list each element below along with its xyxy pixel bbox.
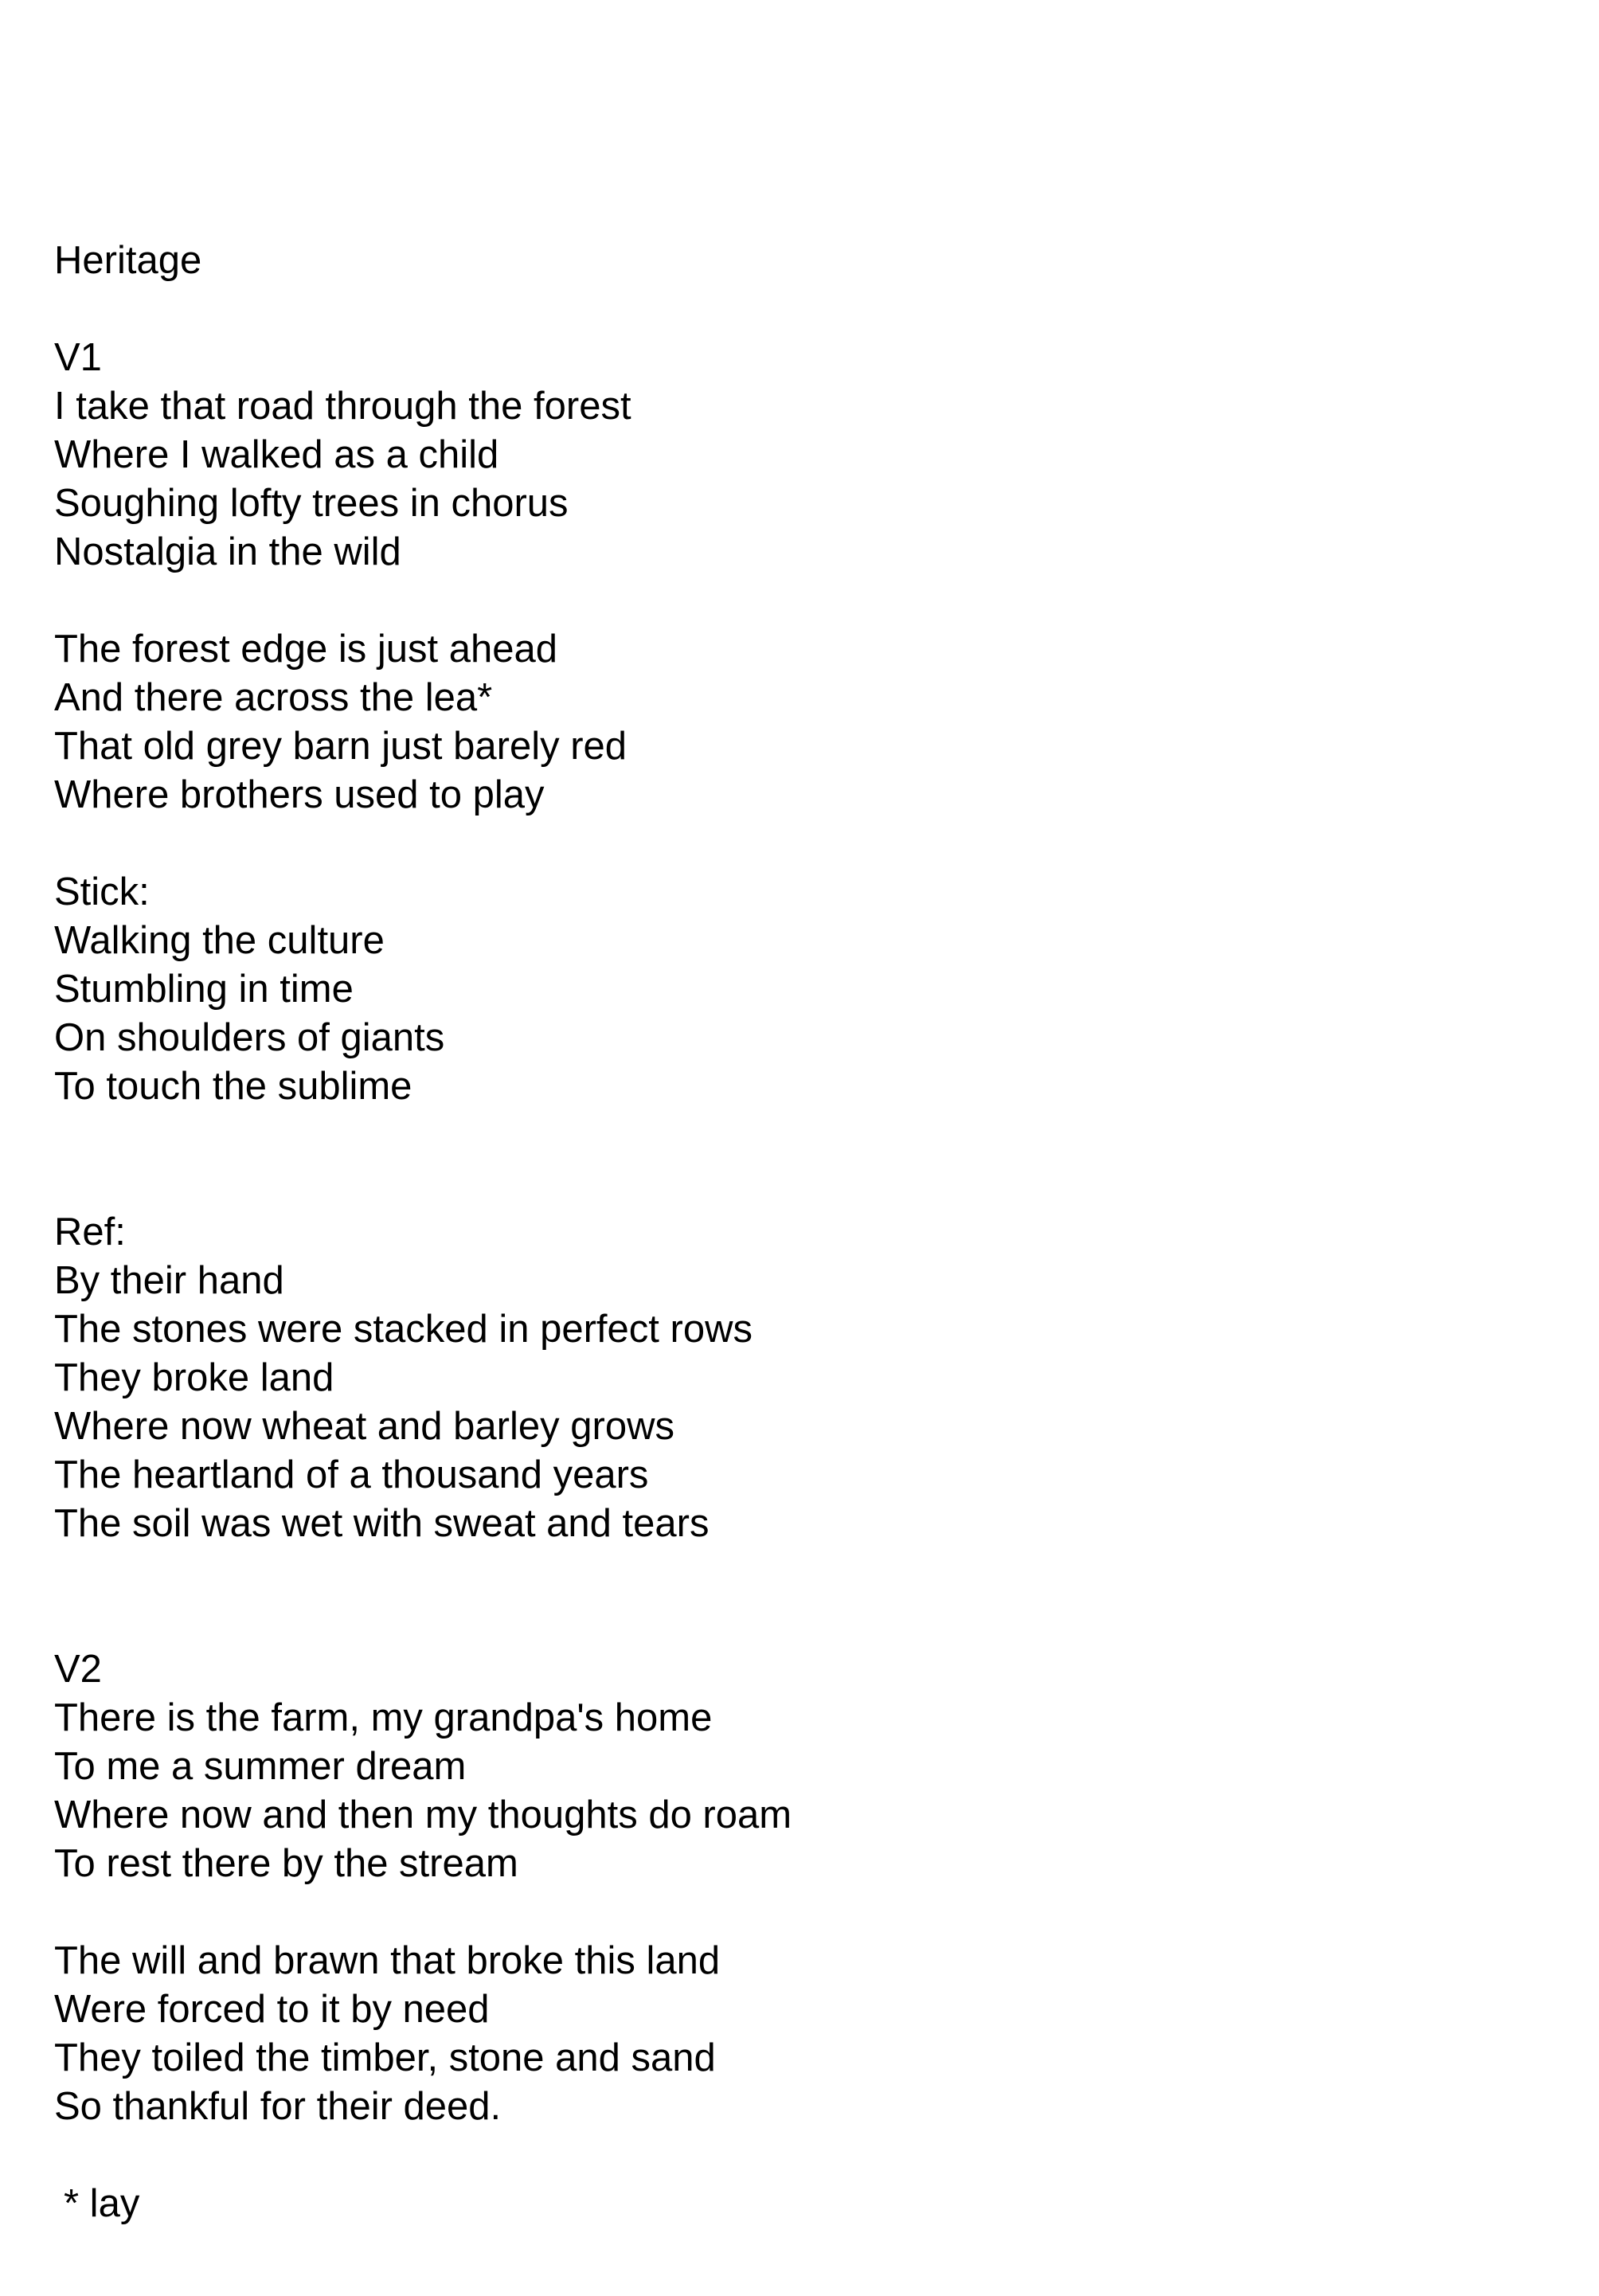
lyric-line: The heartland of a thousand years (54, 1453, 649, 1496)
lyric-line: There is the farm, my grandpa's home (54, 1696, 713, 1739)
section-label-v2: V2 (54, 1648, 102, 1691)
lyric-line: Where brothers used to play (54, 773, 545, 816)
spacer (54, 819, 1567, 868)
lyric-line: Walking the culture (54, 919, 385, 962)
lyric-line: That old grey barn just barely red (54, 725, 627, 768)
spacer (54, 577, 1567, 625)
lyric-line: The stones were stacked in perfect rows (54, 1308, 753, 1351)
spacer (54, 1888, 1567, 1937)
lyric-line: Were forced to it by need (54, 1988, 490, 2031)
spacer (54, 1111, 1567, 1208)
lyric-line: Where I walked as a child (54, 433, 499, 476)
lyric-line: Nostalgia in the wild (54, 530, 401, 573)
lyric-line: They toiled the timber, stone and sand (54, 2036, 716, 2079)
lyric-line: To touch the sublime (54, 1065, 412, 1108)
lyric-line: Soughing lofty trees in chorus (54, 482, 569, 525)
lyric-line: The soil was wet with sweat and tears (54, 1502, 710, 1545)
lyric-line: So thankful for their deed. (54, 2085, 502, 2128)
section-label-ref: Ref: (54, 1211, 126, 1254)
section-label-v1: V1 (54, 336, 102, 379)
footnote: * lay (64, 2182, 140, 2225)
lyric-line: By their hand (54, 1259, 284, 1302)
spacer (54, 285, 1567, 334)
lyric-line: I take that road through the forest (54, 385, 631, 428)
spacer (54, 1548, 1567, 1645)
lyric-line: They broke land (54, 1356, 334, 1399)
lyric-line: The forest edge is just ahead (54, 628, 557, 671)
lyrics-document (54, 237, 1567, 2228)
lyric-line: On shoulders of giants (54, 1016, 445, 1059)
lyric-line: Where now wheat and barley grows (54, 1405, 674, 1448)
spacer (54, 2131, 1567, 2180)
lyric-line: The will and brawn that broke this land (54, 1939, 721, 1982)
lyric-line: Stumbling in time (54, 968, 354, 1011)
lyric-line: To rest there by the stream (54, 1842, 518, 1885)
lyric-line: And there across the lea* (54, 676, 493, 719)
song-title: Heritage (54, 239, 202, 282)
lyric-line: To me a summer dream (54, 1745, 467, 1788)
lyric-line: Where now and then my thoughts do roam (54, 1793, 792, 1836)
section-label-stick: Stick: (54, 870, 150, 913)
